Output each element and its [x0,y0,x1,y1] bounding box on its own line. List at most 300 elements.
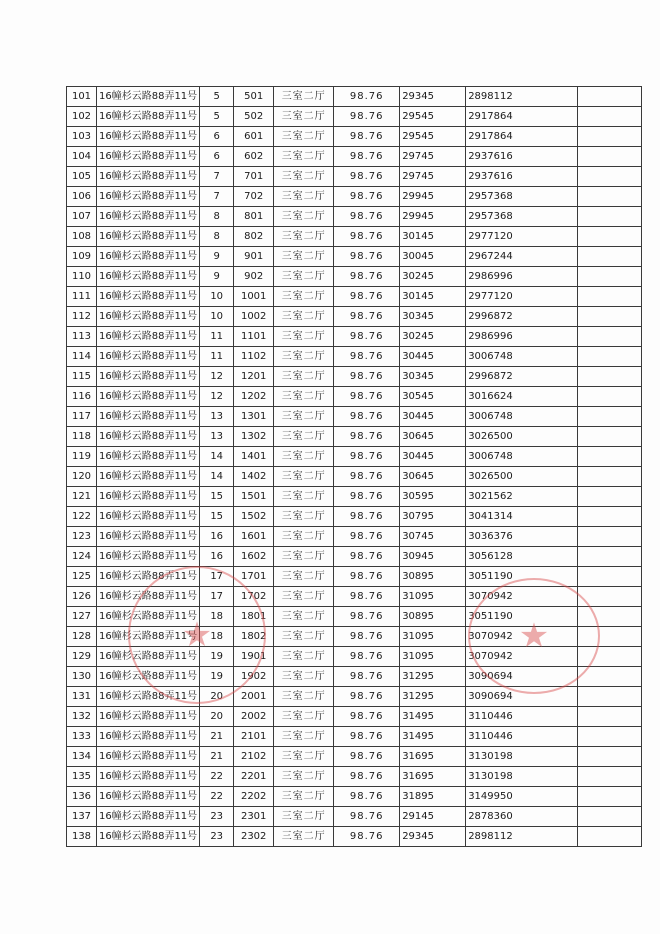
remarks-cell [578,787,642,807]
unit-layout: 三室二厅 [274,487,334,507]
unit-price: 30945 [400,547,466,567]
row-number: 130 [67,667,97,687]
unit-layout: 三室二厅 [274,267,334,287]
row-number: 102 [67,107,97,127]
remarks-cell [578,87,642,107]
unit-layout: 三室二厅 [274,607,334,627]
remarks-cell [578,747,642,767]
room-number: 1002 [234,307,274,327]
remarks-cell [578,527,642,547]
floor-area: 98.76 [334,247,400,267]
total-price: 3056128 [466,547,578,567]
unit-price: 29945 [400,207,466,227]
floor-area: 98.76 [334,107,400,127]
floor-number: 22 [200,787,234,807]
row-number: 121 [67,487,97,507]
unit-price: 30545 [400,387,466,407]
total-price: 3051190 [466,607,578,627]
building-address: 16幢杉云路88弄11号 [97,727,200,747]
seal-star-icon: ★ [181,615,213,655]
room-number: 1702 [234,587,274,607]
room-number: 1802 [234,627,274,647]
unit-layout: 三室二厅 [274,427,334,447]
total-price: 2986996 [466,267,578,287]
building-address: 16幢杉云路88弄11号 [97,387,200,407]
unit-price: 31495 [400,707,466,727]
total-price: 3130198 [466,747,578,767]
total-price: 3070942 [466,587,578,607]
unit-layout: 三室二厅 [274,467,334,487]
room-number: 502 [234,107,274,127]
unit-price: 30145 [400,287,466,307]
row-number: 118 [67,427,97,447]
floor-number: 11 [200,347,234,367]
unit-price: 29545 [400,107,466,127]
unit-layout: 三室二厅 [274,647,334,667]
floor-number: 19 [200,647,234,667]
floor-number: 20 [200,687,234,707]
room-number: 1601 [234,527,274,547]
building-address: 16幢杉云路88弄11号 [97,487,200,507]
unit-layout: 三室二厅 [274,107,334,127]
building-address: 16幢杉云路88弄11号 [97,207,200,227]
total-price: 2996872 [466,367,578,387]
room-number: 2202 [234,787,274,807]
row-number: 129 [67,647,97,667]
table-row [67,107,642,127]
unit-price: 30445 [400,447,466,467]
unit-layout: 三室二厅 [274,447,334,467]
table-row [67,147,642,167]
floor-number: 14 [200,467,234,487]
floor-area: 98.76 [334,767,400,787]
row-number: 111 [67,287,97,307]
row-number: 106 [67,187,97,207]
unit-layout: 三室二厅 [274,747,334,767]
total-price: 3006748 [466,447,578,467]
unit-price: 29345 [400,827,466,847]
unit-layout: 三室二厅 [274,567,334,587]
seal-star-icon: ★ [518,616,550,656]
floor-number: 7 [200,167,234,187]
row-number: 113 [67,327,97,347]
floor-number: 16 [200,547,234,567]
floor-number: 13 [200,427,234,447]
building-address: 16幢杉云路88弄11号 [97,567,200,587]
building-address: 16幢杉云路88弄11号 [97,527,200,547]
total-price: 2917864 [466,127,578,147]
floor-number: 19 [200,667,234,687]
remarks-cell [578,567,642,587]
unit-layout: 三室二厅 [274,247,334,267]
table-row [67,127,642,147]
table-row [67,347,642,367]
unit-price-table [66,86,642,847]
unit-layout: 三室二厅 [274,707,334,727]
unit-price: 31895 [400,787,466,807]
remarks-cell [578,167,642,187]
total-price: 3130198 [466,767,578,787]
room-number: 2201 [234,767,274,787]
floor-number: 5 [200,107,234,127]
floor-area: 98.76 [334,807,400,827]
unit-price: 31695 [400,747,466,767]
row-number: 120 [67,467,97,487]
unit-price: 31095 [400,627,466,647]
row-number: 110 [67,267,97,287]
remarks-cell [578,687,642,707]
unit-price: 29745 [400,167,466,187]
building-address: 16幢杉云路88弄11号 [97,87,200,107]
row-number: 114 [67,347,97,367]
floor-number: 15 [200,507,234,527]
unit-price: 30895 [400,607,466,627]
unit-price: 30145 [400,227,466,247]
unit-layout: 三室二厅 [274,627,334,647]
room-number: 1502 [234,507,274,527]
building-address: 16幢杉云路88弄11号 [97,447,200,467]
table-row [67,467,642,487]
table-row [67,187,642,207]
floor-number: 6 [200,147,234,167]
building-address: 16幢杉云路88弄11号 [97,347,200,367]
table-row [67,327,642,347]
unit-price: 31495 [400,727,466,747]
remarks-cell [578,767,642,787]
total-price: 3006748 [466,347,578,367]
floor-area: 98.76 [334,87,400,107]
remarks-cell [578,627,642,647]
unit-layout: 三室二厅 [274,287,334,307]
unit-layout: 三室二厅 [274,827,334,847]
floor-area: 98.76 [334,187,400,207]
room-number: 801 [234,207,274,227]
unit-layout: 三室二厅 [274,327,334,347]
building-address: 16幢杉云路88弄11号 [97,747,200,767]
room-number: 1101 [234,327,274,347]
floor-area: 98.76 [334,387,400,407]
building-address: 16幢杉云路88弄11号 [97,227,200,247]
remarks-cell [578,147,642,167]
table-row [67,787,642,807]
unit-price: 30245 [400,327,466,347]
room-number: 501 [234,87,274,107]
table-row [67,647,642,667]
floor-number: 17 [200,567,234,587]
row-number: 108 [67,227,97,247]
table-row [67,707,642,727]
remarks-cell [578,547,642,567]
unit-layout: 三室二厅 [274,727,334,747]
building-address: 16幢杉云路88弄11号 [97,327,200,347]
room-number: 1202 [234,387,274,407]
remarks-cell [578,207,642,227]
table-row [67,727,642,747]
floor-number: 8 [200,227,234,247]
floor-area: 98.76 [334,667,400,687]
table-body [67,87,642,847]
remarks-cell [578,447,642,467]
total-price: 3006748 [466,407,578,427]
room-number: 1901 [234,647,274,667]
floor-area: 98.76 [334,407,400,427]
building-address: 16幢杉云路88弄11号 [97,427,200,447]
floor-number: 7 [200,187,234,207]
table-row [67,267,642,287]
unit-price: 30745 [400,527,466,547]
unit-layout: 三室二厅 [274,187,334,207]
total-price: 2957368 [466,207,578,227]
building-address: 16幢杉云路88弄11号 [97,627,200,647]
row-number: 101 [67,87,97,107]
unit-price: 31695 [400,767,466,787]
row-number: 134 [67,747,97,767]
total-price: 2996872 [466,307,578,327]
total-price: 2937616 [466,167,578,187]
remarks-cell [578,327,642,347]
unit-price: 31295 [400,667,466,687]
table-row [67,427,642,447]
room-number: 2002 [234,707,274,727]
remarks-cell [578,407,642,427]
room-number: 1402 [234,467,274,487]
remarks-cell [578,827,642,847]
floor-number: 18 [200,607,234,627]
room-number: 2302 [234,827,274,847]
remarks-cell [578,227,642,247]
floor-area: 98.76 [334,727,400,747]
room-number: 1301 [234,407,274,427]
remarks-cell [578,647,642,667]
table-row [67,687,642,707]
floor-area: 98.76 [334,787,400,807]
floor-area: 98.76 [334,127,400,147]
floor-area: 98.76 [334,607,400,627]
unit-layout: 三室二厅 [274,87,334,107]
total-price: 3026500 [466,427,578,447]
floor-area: 98.76 [334,207,400,227]
unit-price: 30045 [400,247,466,267]
row-number: 115 [67,367,97,387]
floor-number: 18 [200,627,234,647]
building-address: 16幢杉云路88弄11号 [97,687,200,707]
floor-number: 13 [200,407,234,427]
room-number: 901 [234,247,274,267]
row-number: 107 [67,207,97,227]
total-price: 2957368 [466,187,578,207]
unit-layout: 三室二厅 [274,347,334,367]
table-row [67,747,642,767]
floor-area: 98.76 [334,167,400,187]
unit-layout: 三室二厅 [274,407,334,427]
remarks-cell [578,707,642,727]
unit-price: 31095 [400,647,466,667]
unit-price: 30345 [400,367,466,387]
building-address: 16幢杉云路88弄11号 [97,307,200,327]
building-address: 16幢杉云路88弄11号 [97,407,200,427]
room-number: 1102 [234,347,274,367]
remarks-cell [578,587,642,607]
row-number: 116 [67,387,97,407]
table-row [67,827,642,847]
building-address: 16幢杉云路88弄11号 [97,587,200,607]
floor-number: 21 [200,747,234,767]
table-row [67,387,642,407]
unit-price: 31295 [400,687,466,707]
total-price: 2977120 [466,227,578,247]
total-price: 3016624 [466,387,578,407]
floor-number: 10 [200,307,234,327]
room-number: 702 [234,187,274,207]
table-row [67,487,642,507]
row-number: 105 [67,167,97,187]
building-address: 16幢杉云路88弄11号 [97,707,200,727]
room-number: 802 [234,227,274,247]
total-price: 3026500 [466,467,578,487]
floor-number: 9 [200,247,234,267]
unit-layout: 三室二厅 [274,687,334,707]
unit-layout: 三室二厅 [274,367,334,387]
floor-area: 98.76 [334,647,400,667]
unit-price: 29145 [400,807,466,827]
unit-price: 30645 [400,467,466,487]
building-address: 16幢杉云路88弄11号 [97,787,200,807]
floor-area: 98.76 [334,147,400,167]
unit-layout: 三室二厅 [274,387,334,407]
building-address: 16幢杉云路88弄11号 [97,187,200,207]
unit-price: 30645 [400,427,466,447]
unit-price: 30895 [400,567,466,587]
building-address: 16幢杉云路88弄11号 [97,147,200,167]
unit-layout: 三室二厅 [274,127,334,147]
table-row [67,607,642,627]
room-number: 2301 [234,807,274,827]
total-price: 3051190 [466,567,578,587]
building-address: 16幢杉云路88弄11号 [97,667,200,687]
floor-number: 23 [200,807,234,827]
remarks-cell [578,487,642,507]
remarks-cell [578,247,642,267]
floor-number: 8 [200,207,234,227]
room-number: 2101 [234,727,274,747]
table-row [67,587,642,607]
unit-layout: 三室二厅 [274,507,334,527]
floor-area: 98.76 [334,507,400,527]
row-number: 133 [67,727,97,747]
unit-price: 29345 [400,87,466,107]
total-price: 3090694 [466,667,578,687]
room-number: 1501 [234,487,274,507]
remarks-cell [578,287,642,307]
total-price: 2898112 [466,827,578,847]
unit-price: 29545 [400,127,466,147]
building-address: 16幢杉云路88弄11号 [97,247,200,267]
total-price: 3070942 [466,627,578,647]
unit-layout: 三室二厅 [274,547,334,567]
table-row [67,307,642,327]
floor-number: 20 [200,707,234,727]
row-number: 126 [67,587,97,607]
remarks-cell [578,427,642,447]
floor-area: 98.76 [334,687,400,707]
row-number: 132 [67,707,97,727]
building-address: 16幢杉云路88弄11号 [97,267,200,287]
floor-number: 16 [200,527,234,547]
total-price: 2937616 [466,147,578,167]
room-number: 1001 [234,287,274,307]
building-address: 16幢杉云路88弄11号 [97,287,200,307]
total-price: 3021562 [466,487,578,507]
remarks-cell [578,307,642,327]
floor-area: 98.76 [334,267,400,287]
building-address: 16幢杉云路88弄11号 [97,467,200,487]
row-number: 123 [67,527,97,547]
remarks-cell [578,387,642,407]
row-number: 127 [67,607,97,627]
unit-price: 30245 [400,267,466,287]
unit-layout: 三室二厅 [274,147,334,167]
building-address: 16幢杉云路88弄11号 [97,107,200,127]
floor-area: 98.76 [334,467,400,487]
floor-area: 98.76 [334,347,400,367]
floor-number: 12 [200,387,234,407]
unit-price: 30345 [400,307,466,327]
remarks-cell [578,187,642,207]
total-price: 3041314 [466,507,578,527]
row-number: 128 [67,627,97,647]
table-row [67,287,642,307]
room-number: 902 [234,267,274,287]
floor-number: 5 [200,87,234,107]
row-number: 131 [67,687,97,707]
floor-area: 98.76 [334,307,400,327]
table-row [67,367,642,387]
row-number: 138 [67,827,97,847]
total-price: 2878360 [466,807,578,827]
total-price: 3149950 [466,787,578,807]
floor-area: 98.76 [334,327,400,347]
table-row [67,167,642,187]
room-number: 1201 [234,367,274,387]
row-number: 119 [67,447,97,467]
room-number: 2001 [234,687,274,707]
floor-number: 11 [200,327,234,347]
table-row [67,547,642,567]
unit-layout: 三室二厅 [274,207,334,227]
row-number: 137 [67,807,97,827]
total-price: 3110446 [466,727,578,747]
table-row [67,507,642,527]
building-address: 16幢杉云路88弄11号 [97,767,200,787]
floor-number: 23 [200,827,234,847]
row-number: 117 [67,407,97,427]
remarks-cell [578,127,642,147]
floor-area: 98.76 [334,747,400,767]
floor-area: 98.76 [334,547,400,567]
remarks-cell [578,807,642,827]
room-number: 701 [234,167,274,187]
floor-number: 6 [200,127,234,147]
floor-area: 98.76 [334,287,400,307]
row-number: 103 [67,127,97,147]
floor-area: 98.76 [334,367,400,387]
floor-number: 14 [200,447,234,467]
unit-layout: 三室二厅 [274,767,334,787]
remarks-cell [578,507,642,527]
total-price: 2977120 [466,287,578,307]
row-number: 135 [67,767,97,787]
building-address: 16幢杉云路88弄11号 [97,607,200,627]
